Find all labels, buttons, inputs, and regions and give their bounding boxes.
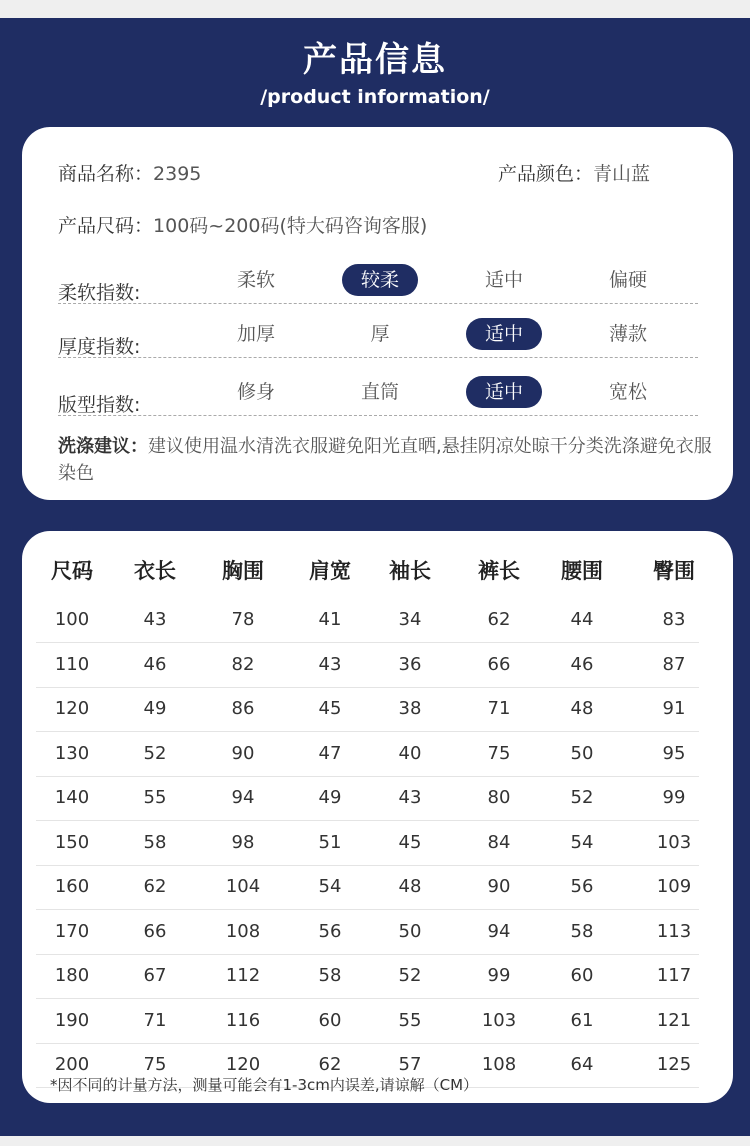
index-option: 直筒 bbox=[360, 381, 399, 403]
product-name-label: 商品名称： bbox=[58, 163, 154, 185]
table-cell: 83 bbox=[662, 609, 686, 630]
table-cell: 108 bbox=[481, 1054, 517, 1075]
table-cell: 190 bbox=[54, 1009, 90, 1031]
table-cell: 49 bbox=[143, 698, 167, 719]
product-info-card bbox=[22, 127, 733, 500]
index-option-selected: 适中 bbox=[466, 376, 542, 408]
table-cell: 71 bbox=[487, 698, 511, 719]
table-cell: 43 bbox=[143, 609, 167, 630]
size-table-note: *因不同的计量方法，测量可能会有1-3cm内误差,请谅解（CM） bbox=[50, 1076, 479, 1094]
table-cell: 108 bbox=[225, 920, 261, 942]
column-header: 腰围 bbox=[561, 559, 603, 583]
wash-label: 洗涤建议： bbox=[58, 436, 148, 457]
table-cell: 48 bbox=[570, 698, 594, 719]
column-header: 臀围 bbox=[653, 559, 695, 583]
index-row bbox=[58, 318, 698, 358]
table-cell: 78 bbox=[231, 609, 255, 630]
column-header: 肩宽 bbox=[309, 559, 351, 583]
size-table-header bbox=[22, 555, 733, 585]
table-cell: 66 bbox=[487, 653, 511, 675]
wash-advice bbox=[58, 433, 718, 487]
table-cell: 90 bbox=[487, 876, 511, 897]
table-cell: 54 bbox=[570, 831, 594, 853]
table-cell: 87 bbox=[662, 653, 686, 675]
index-option: 加厚 bbox=[236, 323, 275, 345]
table-cell: 46 bbox=[143, 653, 167, 675]
product-size-value: 100码~200码(特大码咨询客服) bbox=[153, 215, 428, 237]
table-cell: 52 bbox=[570, 787, 594, 808]
product-name-value: 2395 bbox=[153, 163, 202, 185]
table-row bbox=[36, 644, 699, 688]
table-cell: 60 bbox=[570, 965, 594, 986]
table-cell: 94 bbox=[231, 787, 255, 808]
table-cell: 55 bbox=[398, 1009, 422, 1031]
product-color-row bbox=[498, 159, 650, 186]
table-cell: 56 bbox=[570, 876, 594, 897]
table-cell: 120 bbox=[54, 698, 90, 719]
index-option: 宽松 bbox=[608, 381, 647, 403]
table-cell: 120 bbox=[225, 1054, 261, 1075]
product-size-label: 产品尺码： bbox=[58, 215, 154, 237]
table-cell: 61 bbox=[570, 1009, 594, 1031]
table-cell: 180 bbox=[54, 965, 90, 986]
table-row bbox=[36, 955, 699, 999]
table-cell: 67 bbox=[143, 965, 167, 986]
table-cell: 62 bbox=[487, 609, 511, 630]
table-cell: 43 bbox=[398, 787, 422, 808]
page-title: 产品信息 bbox=[303, 40, 447, 80]
table-cell: 98 bbox=[231, 831, 255, 853]
index-option: 修身 bbox=[236, 381, 275, 403]
table-row bbox=[36, 866, 699, 910]
table-cell: 55 bbox=[143, 787, 167, 808]
index-option: 柔软 bbox=[236, 269, 275, 291]
table-row bbox=[36, 688, 699, 732]
index-option-selected: 较柔 bbox=[342, 264, 418, 296]
table-cell: 121 bbox=[656, 1009, 692, 1031]
table-cell: 40 bbox=[398, 742, 422, 764]
table-row bbox=[36, 911, 699, 955]
table-cell: 50 bbox=[570, 742, 594, 764]
index-option: 偏硬 bbox=[608, 269, 647, 291]
table-cell: 62 bbox=[143, 876, 167, 897]
table-cell: 57 bbox=[398, 1054, 422, 1075]
table-cell: 64 bbox=[570, 1054, 594, 1075]
table-cell: 41 bbox=[318, 609, 342, 630]
table-cell: 34 bbox=[398, 609, 422, 630]
table-cell: 150 bbox=[54, 831, 90, 853]
index-option: 适中 bbox=[484, 269, 523, 291]
table-cell: 47 bbox=[318, 742, 342, 764]
table-cell: 36 bbox=[398, 653, 422, 675]
table-cell: 80 bbox=[487, 787, 511, 808]
table-cell: 46 bbox=[570, 653, 594, 675]
table-cell: 117 bbox=[656, 965, 692, 986]
table-cell: 103 bbox=[481, 1009, 517, 1031]
bottom-strip bbox=[0, 1136, 750, 1146]
table-cell: 60 bbox=[318, 1009, 342, 1031]
table-cell: 52 bbox=[143, 742, 167, 764]
table-cell: 99 bbox=[662, 787, 686, 808]
table-cell: 104 bbox=[225, 876, 261, 897]
table-cell: 91 bbox=[662, 698, 686, 719]
table-cell: 44 bbox=[570, 609, 594, 630]
table-cell: 140 bbox=[54, 787, 90, 808]
table-cell: 43 bbox=[318, 653, 342, 675]
index-option-selected: 适中 bbox=[466, 318, 542, 350]
index-label: 柔软指数: bbox=[58, 282, 141, 304]
table-row bbox=[36, 599, 699, 643]
table-cell: 75 bbox=[487, 742, 511, 764]
column-header: 尺码 bbox=[51, 559, 93, 583]
index-row bbox=[58, 376, 698, 416]
table-cell: 45 bbox=[318, 698, 342, 719]
size-table-card bbox=[22, 531, 733, 1103]
column-header: 裤长 bbox=[478, 559, 520, 583]
column-header: 衣长 bbox=[134, 559, 176, 583]
table-cell: 130 bbox=[54, 742, 90, 764]
index-label: 版型指数: bbox=[58, 394, 141, 416]
table-row bbox=[36, 822, 699, 866]
table-cell: 58 bbox=[318, 965, 342, 986]
table-cell: 90 bbox=[231, 742, 255, 764]
product-name-row bbox=[58, 159, 201, 186]
table-cell: 113 bbox=[656, 920, 692, 942]
table-cell: 50 bbox=[398, 920, 422, 942]
table-cell: 100 bbox=[54, 609, 90, 630]
table-cell: 170 bbox=[54, 920, 90, 942]
table-cell: 112 bbox=[225, 965, 261, 986]
table-cell: 116 bbox=[225, 1009, 261, 1031]
table-cell: 52 bbox=[398, 965, 422, 986]
table-row bbox=[36, 733, 699, 777]
table-cell: 71 bbox=[143, 1009, 167, 1031]
table-row bbox=[36, 1000, 699, 1044]
table-cell: 160 bbox=[54, 876, 90, 897]
table-cell: 109 bbox=[656, 876, 692, 897]
table-cell: 125 bbox=[656, 1054, 692, 1075]
table-cell: 103 bbox=[656, 831, 692, 853]
table-cell: 56 bbox=[318, 920, 342, 942]
index-option: 薄款 bbox=[608, 323, 647, 345]
table-cell: 38 bbox=[398, 698, 422, 719]
table-cell: 84 bbox=[487, 831, 511, 853]
index-label: 厚度指数: bbox=[58, 336, 141, 358]
table-cell: 58 bbox=[570, 920, 594, 942]
index-row bbox=[58, 264, 698, 304]
table-cell: 94 bbox=[487, 920, 511, 942]
table-cell: 58 bbox=[143, 831, 167, 853]
table-cell: 54 bbox=[318, 876, 342, 897]
top-strip bbox=[0, 0, 750, 18]
table-row bbox=[36, 777, 699, 821]
index-option: 厚 bbox=[370, 323, 390, 345]
table-cell: 51 bbox=[318, 831, 342, 853]
table-cell: 66 bbox=[143, 920, 167, 942]
table-cell: 95 bbox=[662, 742, 686, 764]
table-cell: 75 bbox=[143, 1054, 167, 1075]
table-cell: 99 bbox=[487, 965, 511, 986]
table-cell: 45 bbox=[398, 831, 422, 853]
product-color-label: 产品颜色： bbox=[498, 163, 594, 185]
table-cell: 49 bbox=[318, 787, 342, 808]
table-cell: 110 bbox=[54, 653, 90, 675]
product-color-value: 青山蓝 bbox=[593, 163, 651, 185]
page-subtitle: /product information/ bbox=[260, 86, 490, 108]
wash-text: 建议使用温水清洗衣服避免阳光直晒,悬挂阴凉处晾干分类洗涤避免衣服染色 bbox=[58, 436, 712, 484]
table-cell: 200 bbox=[54, 1054, 90, 1075]
product-size-row bbox=[58, 211, 427, 238]
column-header: 袖长 bbox=[389, 559, 431, 583]
table-cell: 62 bbox=[318, 1054, 342, 1075]
table-cell: 48 bbox=[398, 876, 422, 897]
table-cell: 82 bbox=[231, 653, 255, 675]
table-cell: 86 bbox=[231, 698, 255, 719]
column-header: 胸围 bbox=[222, 559, 264, 583]
